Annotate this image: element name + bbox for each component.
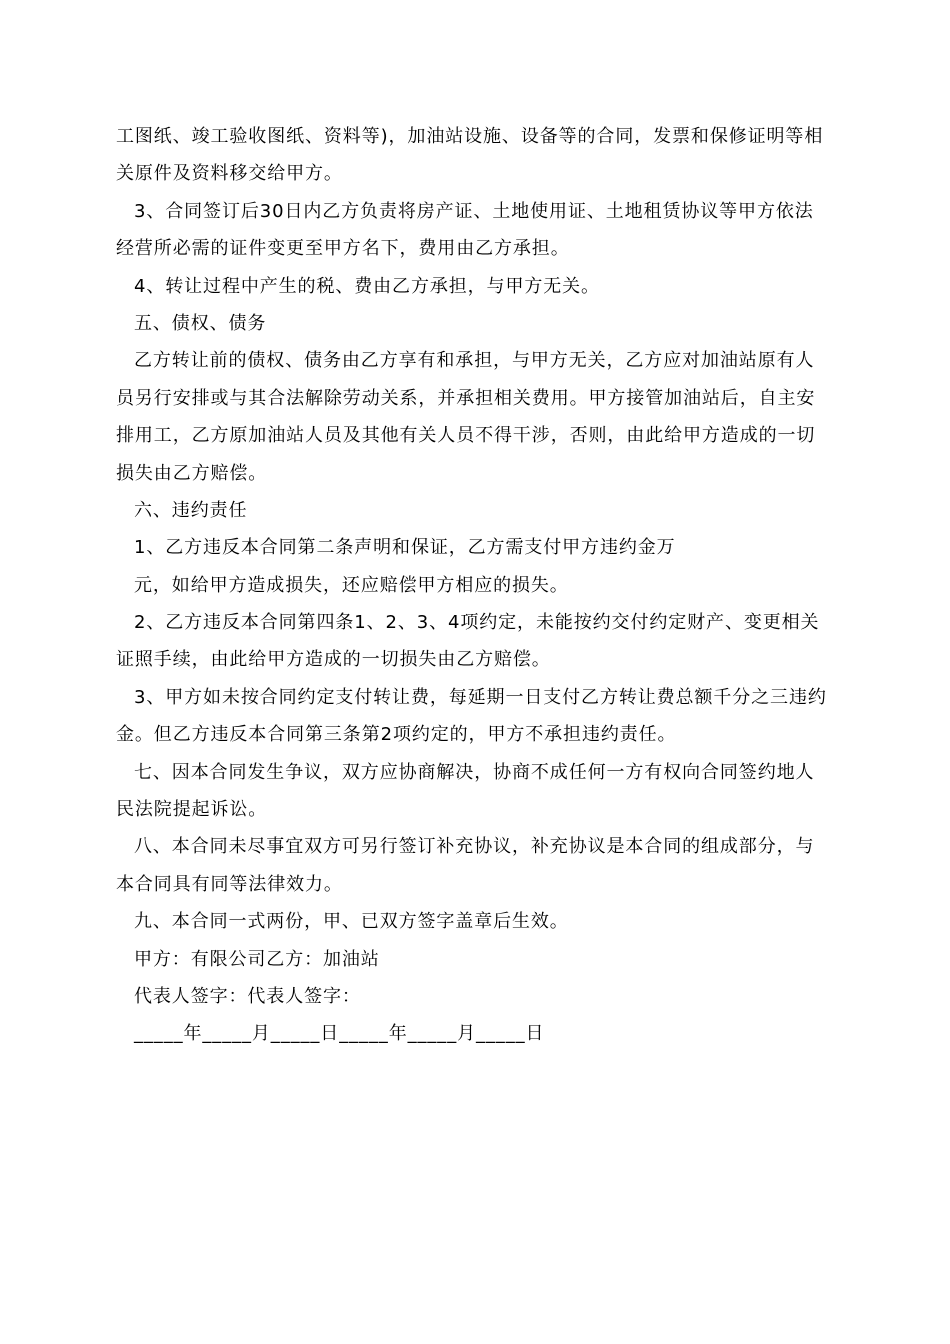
text-line: 3、甲方如未按合同约定支付转让费，每延期一日支付乙方转让费总额千分之三违约 (134, 686, 827, 708)
section-heading: 五、债权、债务 (134, 312, 267, 334)
text-line: 员另行安排或与其合法解除劳动关系，并承担相关费用。甲方接管加油站后，自主安 (116, 387, 816, 409)
section-heading: 六、违约责任 (134, 499, 248, 521)
text-line: 八、本合同未尽事宜双方可另行签订补充协议，补充协议是本合同的组成部分，与 (134, 836, 815, 858)
text-line: 民法院提起诉讼。 (116, 799, 268, 821)
text-line: 七、因本合同发生争议，双方应协商解决，协商不成任何一方有权向合同签约地人 (134, 761, 815, 783)
text-line: 损失由乙方赔偿。 (116, 462, 268, 484)
text-line: 本合同具有同等法律效力。 (116, 873, 343, 895)
text-line: 证照手续，由此给甲方造成的一切损失由乙方赔偿。 (116, 649, 551, 671)
date-line: _____年_____月_____日_____年_____月_____日 (134, 1023, 545, 1045)
text-line: 经营所必需的证件变更至甲方名下，费用由乙方承担。 (116, 238, 570, 260)
text-line: 排用工，乙方原加油站人员及其他有关人员不得干涉，否则，由此给甲方造成的一切 (116, 425, 816, 447)
text-line: 乙方转让前的债权、债务由乙方享有和承担，与甲方无关，乙方应对加油站原有人 (134, 350, 815, 372)
text-line: 2、乙方违反本合同第四条1、2、3、4项约定，未能按约交付约定财产、变更相关 (134, 612, 820, 634)
text-line: 关原件及资料移交给甲方。 (116, 163, 343, 185)
text-line: 金。但乙方违反本合同第三条第2项约定的，甲方不承担违约责任。 (116, 724, 677, 746)
signature-line: 代表人签字：代表人签字： (134, 985, 361, 1007)
text-line: 九、本合同一式两份，甲、已双方签字盖章后生效。 (134, 911, 569, 933)
party-names-line: 甲方：有限公司乙方：加油站 (134, 948, 380, 970)
text-line: 4、转让过程中产生的税、费由乙方承担，与甲方无关。 (134, 275, 600, 297)
text-line: 3、合同签订后30日内乙方负责将房产证、土地使用证、土地租赁协议等甲方依法 (134, 200, 814, 222)
text-line: 1、乙方违反本合同第二条声明和保证，乙方需支付甲方违约金万 (134, 537, 676, 559)
document-body (116, 118, 838, 1053)
text-line: 工图纸、竣工验收图纸、资料等)，加油站设施、设备等的合同，发票和保修证明等相 (116, 126, 824, 147)
text-line: 元，如给甲方造成损失，还应赔偿甲方相应的损失。 (134, 574, 569, 596)
